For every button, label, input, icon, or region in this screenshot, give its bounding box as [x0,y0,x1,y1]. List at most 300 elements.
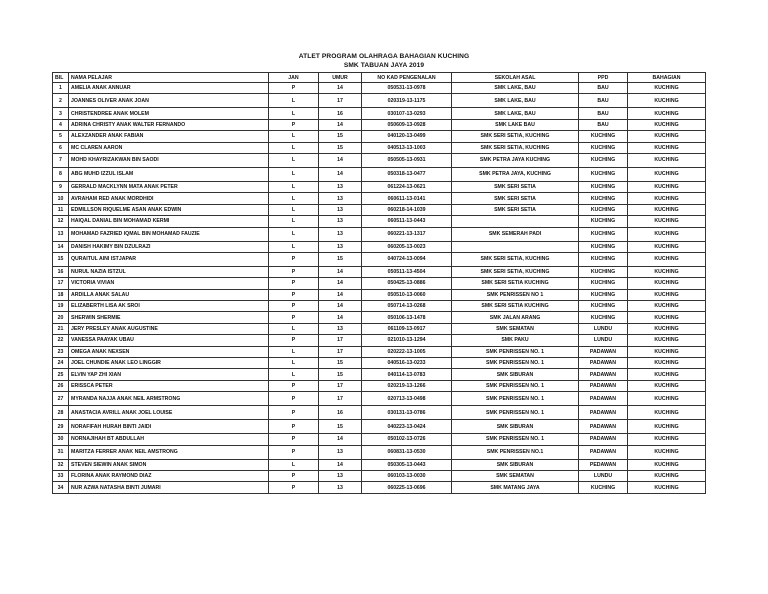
cell-jan: P [269,420,319,434]
cell-bil: 29 [53,420,69,434]
table-row [53,108,706,119]
cell-bil: 27 [53,392,69,406]
cell-ic: 061109-13-0917 [362,323,452,334]
cell-nama: CHRISTENDREE ANAK MOLEM [69,108,269,119]
table-row [53,193,706,204]
cell-ppd: LUNDU [579,323,628,334]
athlete-table [52,72,706,494]
table-body [53,83,706,494]
cell-ic: 040724-13-0094 [362,252,452,266]
cell-jan: P [269,445,319,459]
document-header [0,52,768,70]
table-row [53,312,706,323]
cell-nama: NORAFIFAH HURAH BINTI JAIDI [69,420,269,434]
cell-ppd: KUCHING [579,204,628,215]
cell-bahagian: KUCHING [628,289,706,300]
cell-bahagian: KUCHING [628,108,706,119]
cell-umur: 15 [319,252,362,266]
table-row [53,119,706,130]
cell-umur: 14 [319,312,362,323]
cell-bil: 3 [53,108,69,119]
cell-nama: ELVIN YAP ZHI XIAN [69,369,269,380]
cell-jan: L [269,131,319,142]
cell-sekolah: SMK SIBURAN [452,369,579,380]
cell-umur: 15 [319,142,362,153]
cell-bil: 12 [53,216,69,227]
cell-ic: 050505-13-0931 [362,153,452,167]
cell-bahagian: KUCHING [628,335,706,346]
table-row [53,167,706,181]
cell-ppd: BAU [579,108,628,119]
table-row [53,459,706,470]
cell-ppd: PADAWAN [579,406,628,420]
cell-sekolah: SMK PENRISSEN NO. 1 [452,434,579,445]
cell-bahagian: KUCHING [628,358,706,369]
cell-umur: 15 [319,420,362,434]
cell-nama: JERY PRESLEY ANAK AUGUSTINE [69,323,269,334]
table-row [53,406,706,420]
cell-ppd: KUCHING [579,301,628,312]
cell-ic: 050531-13-0978 [362,83,452,94]
cell-sekolah: SMK SERI SETIA [452,204,579,215]
cell-jan: L [269,216,319,227]
cell-umur: 17 [319,346,362,357]
cell-bil: 9 [53,181,69,192]
cell-ppd: KUCHING [579,181,628,192]
cell-ppd: BAU [579,94,628,108]
cell-umur: 16 [319,406,362,420]
cell-sekolah [452,241,579,252]
cell-bahagian: KUCHING [628,312,706,323]
cell-sekolah: SMK PAKU [452,335,579,346]
cell-sekolah: SMK PENRISSEN NO.1 [452,445,579,459]
cell-jan: P [269,434,319,445]
cell-jan: L [269,167,319,181]
cell-umur: 14 [319,459,362,470]
cell-umur: 13 [319,181,362,192]
cell-jan: L [269,153,319,167]
cell-ppd: KUCHING [579,266,628,277]
cell-bil: 34 [53,482,69,493]
cell-umur: 17 [319,94,362,108]
cell-umur: 14 [319,278,362,289]
table-row [53,216,706,227]
cell-bahagian: KUCHING [628,204,706,215]
table-row [53,289,706,300]
cell-bahagian: KUCHING [628,406,706,420]
column-header-umur: UMUR [319,73,362,83]
cell-nama: MOHAMAD FAZRIED IQMAL BIN MOHAMAD FAUZIE [69,227,269,241]
table-row [53,181,706,192]
cell-ic: 040120-13-0499 [362,131,452,142]
cell-bahagian: KUCHING [628,266,706,277]
cell-ic: 060218-14-1039 [362,204,452,215]
cell-jan: L [269,369,319,380]
cell-ic: 040223-13-0424 [362,420,452,434]
table-row [53,83,706,94]
cell-sekolah: SMK PENRISSEN NO. 1 [452,380,579,391]
cell-nama: HAIQAL DANIAL BIN MOHAMAD KERMI [69,216,269,227]
cell-ppd: LUNDU [579,335,628,346]
cell-ic: 060611-13-0141 [362,193,452,204]
cell-bil: 22 [53,335,69,346]
cell-bil: 5 [53,131,69,142]
document-title: ATLET PROGRAM OLAHRAGA BAHAGIAN KUCHING [298,53,470,60]
cell-nama: ADRINA CHRISTY ANAK WALTER FERNANDO [69,119,269,130]
cell-ppd: KUCHING [579,142,628,153]
cell-bahagian: KUCHING [628,445,706,459]
cell-umur: 13 [319,204,362,215]
cell-ic: 040114-13-0783 [362,369,452,380]
column-header-ppd: PPD [579,73,628,83]
table-row [53,204,706,215]
cell-umur: 17 [319,392,362,406]
cell-ppd: KUCHING [579,241,628,252]
cell-sekolah: SMK JALAN ARANG [452,312,579,323]
cell-sekolah: SMK SERI SETIA KUCHING [452,301,579,312]
cell-jan: P [269,392,319,406]
cell-bil: 33 [53,470,69,481]
cell-bil: 17 [53,278,69,289]
cell-ic: 020319-13-1175 [362,94,452,108]
cell-nama: MC CLAREN AARON [69,142,269,153]
cell-umur: 14 [319,119,362,130]
cell-nama: OMEGA ANAK NEXSEN [69,346,269,357]
cell-bahagian: KUCHING [628,392,706,406]
cell-umur: 13 [319,445,362,459]
column-header-jan: JAN [269,73,319,83]
cell-nama: GERRALD MACKLYNN MATA ANAK PETER [69,181,269,192]
cell-bil: 18 [53,289,69,300]
cell-jan: L [269,181,319,192]
cell-umur: 15 [319,369,362,380]
cell-ic: 060225-13-0696 [362,482,452,493]
cell-bahagian: KUCHING [628,216,706,227]
table-header-row [53,73,706,83]
cell-umur: 13 [319,323,362,334]
cell-bahagian: KUCHING [628,380,706,391]
cell-jan: P [269,266,319,277]
cell-ic: 020713-13-0498 [362,392,452,406]
cell-sekolah: SMK SERI SETIA [452,181,579,192]
cell-ppd: PADAWAN [579,358,628,369]
table-row [53,420,706,434]
cell-jan: L [269,142,319,153]
cell-bahagian: KUCHING [628,83,706,94]
cell-ppd: KUCHING [579,278,628,289]
cell-jan: L [269,227,319,241]
cell-bahagian: KUCHING [628,142,706,153]
cell-jan: L [269,204,319,215]
cell-ppd: KUCHING [579,289,628,300]
cell-bahagian: KUCHING [628,346,706,357]
cell-jan: L [269,108,319,119]
cell-umur: 16 [319,108,362,119]
cell-bahagian: KUCHING [628,301,706,312]
cell-ic: 050609-13-0928 [362,119,452,130]
cell-ic: 040516-13-0233 [362,358,452,369]
column-header-bil: BIL [53,73,69,83]
cell-nama: AVRAHAM RED ANAK MORDHIDI [69,193,269,204]
cell-nama: MYRANDA NAJJA ANAK NEIL ARMSTRONG [69,392,269,406]
cell-sekolah: SMK PENRISSEN NO. 1 [452,358,579,369]
cell-sekolah: SMK PETRA JAYA KUCHING [452,153,579,167]
table-row [53,346,706,357]
cell-jan: P [269,470,319,481]
column-header-bahagian: BAHAGIAN [628,73,706,83]
cell-bil: 26 [53,380,69,391]
cell-bil: 2 [53,94,69,108]
cell-ppd: BAU [579,83,628,94]
cell-umur: 14 [319,153,362,167]
cell-sekolah: SMK SIBURAN [452,420,579,434]
cell-umur: 14 [319,266,362,277]
cell-bil: 32 [53,459,69,470]
cell-bahagian: KUCHING [628,420,706,434]
cell-ppd: KUCHING [579,167,628,181]
cell-umur: 13 [319,482,362,493]
cell-bahagian: KUCHING [628,227,706,241]
table-row [53,252,706,266]
cell-bil: 24 [53,358,69,369]
cell-ppd: PADAWAN [579,380,628,391]
table-row [53,301,706,312]
table-row [53,482,706,493]
table-row [53,142,706,153]
cell-jan: L [269,94,319,108]
cell-ppd: PADAWAN [579,392,628,406]
cell-nama: AMELIA ANAK ANNUAR [69,83,269,94]
cell-jan: L [269,459,319,470]
table-row [53,131,706,142]
table-row [53,335,706,346]
cell-nama: MARITZA FERRER ANAK NEIL AMSTRONG [69,445,269,459]
column-header-sekolah: SEKOLAH ASAL [452,73,579,83]
cell-ic: 030131-13-0786 [362,406,452,420]
table-row [53,241,706,252]
cell-bahagian: KUCHING [628,369,706,380]
cell-ic: 060205-13-0023 [362,241,452,252]
cell-jan: P [269,335,319,346]
cell-sekolah: SMK PENRISSEN NO 1 [452,289,579,300]
cell-bil: 16 [53,266,69,277]
table-row [53,153,706,167]
cell-ic: 060511-13-0443 [362,216,452,227]
cell-jan: P [269,312,319,323]
cell-umur: 13 [319,227,362,241]
cell-nama: JOANNES OLIVER ANAK JOAN [69,94,269,108]
cell-sekolah: SMK SEMERAH PADI [452,227,579,241]
table-row [53,266,706,277]
cell-ic: 030107-13-0293 [362,108,452,119]
cell-sekolah: SMK PENRISSEN NO. 1 [452,392,579,406]
table-row [53,323,706,334]
cell-sekolah: SMK SERI SETIA KUCHING [452,278,579,289]
cell-ppd: KUCHING [579,312,628,323]
cell-bahagian: KUCHING [628,181,706,192]
cell-bil: 23 [53,346,69,357]
cell-bil: 6 [53,142,69,153]
cell-jan: L [269,241,319,252]
cell-nama: MOHD KHAYRIZAKWAN BIN SAODI [69,153,269,167]
cell-sekolah: SMK PENRISSEN NO. 1 [452,406,579,420]
cell-sekolah [452,216,579,227]
cell-ppd: KUCHING [579,153,628,167]
cell-bil: 25 [53,369,69,380]
table-row [53,278,706,289]
cell-nama: VICTORIA VIVIAN [69,278,269,289]
cell-ppd: KUCHING [579,252,628,266]
cell-jan: P [269,301,319,312]
cell-ic: 050714-13-0268 [362,301,452,312]
cell-umur: 14 [319,167,362,181]
cell-bahagian: KUCHING [628,241,706,252]
cell-umur: 13 [319,241,362,252]
cell-nama: ERISSCA PETER [69,380,269,391]
cell-bahagian: KUCHING [628,252,706,266]
cell-jan: P [269,119,319,130]
cell-jan: L [269,358,319,369]
cell-jan: P [269,83,319,94]
table-row [53,434,706,445]
cell-ic: 050102-13-0726 [362,434,452,445]
cell-bahagian: KUCHING [628,153,706,167]
cell-umur: 15 [319,131,362,142]
cell-bil: 4 [53,119,69,130]
table-row [53,470,706,481]
cell-nama: EDMILLSON RIQUELME ASAN ANAK EDWIN [69,204,269,215]
cell-ic: 060221-13-1317 [362,227,452,241]
cell-ppd: BAU [579,119,628,130]
cell-ppd: KUCHING [579,216,628,227]
cell-ppd: PADAWAN [579,369,628,380]
cell-ic: 050510-13-0060 [362,289,452,300]
cell-bahagian: KUCHING [628,167,706,181]
cell-nama: NURUL NAZIA ISTZUL [69,266,269,277]
cell-nama: NORNAJIHAH BT ABDULLAH [69,434,269,445]
cell-sekolah: SMK LAKE BAU [452,119,579,130]
cell-sekolah: SMK MATANG JAYA [452,482,579,493]
cell-sekolah: SMK PETRA JAYA, KUCHING [452,167,579,181]
cell-nama: JOEL CHUNDIE ANAK LEO LINGGIR [69,358,269,369]
cell-umur: 17 [319,335,362,346]
cell-bahagian: KUCHING [628,119,706,130]
table-row [53,445,706,459]
cell-ic: 050425-13-0886 [362,278,452,289]
cell-ic: 060831-13-0530 [362,445,452,459]
cell-sekolah: SMK PENRISSEN NO. 1 [452,346,579,357]
cell-nama: STEVEN SIEWIN ANAK SIMON [69,459,269,470]
cell-bahagian: KUCHING [628,94,706,108]
cell-bil: 31 [53,445,69,459]
cell-umur: 13 [319,193,362,204]
cell-sekolah: SMK SERI SETIA [452,193,579,204]
cell-bahagian: KUCHING [628,131,706,142]
table-row [53,369,706,380]
table-row [53,358,706,369]
cell-ic: 050318-13-0477 [362,167,452,181]
table-row [53,94,706,108]
cell-bahagian: KUCHING [628,470,706,481]
cell-sekolah: SMK SEMATAN [452,470,579,481]
cell-jan: L [269,193,319,204]
cell-bil: 30 [53,434,69,445]
cell-umur: 14 [319,83,362,94]
cell-sekolah: SMK SIBURAN [452,459,579,470]
cell-umur: 14 [319,301,362,312]
cell-nama: ARDILLA ANAK SALAU [69,289,269,300]
table-row [53,380,706,391]
cell-jan: P [269,252,319,266]
cell-nama: ABG MUHD IZZUL ISLAM [69,167,269,181]
cell-bil: 28 [53,406,69,420]
cell-nama: ALEXZANDER ANAK FABIAN [69,131,269,142]
cell-bahagian: KUCHING [628,193,706,204]
cell-nama: ANASTACIA AVRILL ANAK JOEL LOUISE [69,406,269,420]
cell-ic: 050305-13-0443 [362,459,452,470]
cell-nama: ELIZABERTH LISA AK SROI [69,301,269,312]
cell-jan: L [269,323,319,334]
column-header-ic: NO KAD PENGENALAN [362,73,452,83]
cell-bil: 14 [53,241,69,252]
cell-ic: 040513-13-1003 [362,142,452,153]
cell-ic: 020219-13-1266 [362,380,452,391]
cell-bahagian: KUCHING [628,278,706,289]
cell-umur: 15 [319,358,362,369]
cell-ppd: PADAWAN [579,445,628,459]
cell-bil: 7 [53,153,69,167]
cell-jan: P [269,289,319,300]
cell-ic: 060103-13-0030 [362,470,452,481]
cell-jan: P [269,278,319,289]
cell-ic: 050511-13-4504 [362,266,452,277]
cell-ppd: KUCHING [579,193,628,204]
cell-bil: 8 [53,167,69,181]
cell-sekolah: SMK LAKE, BAU [452,83,579,94]
cell-sekolah: SMK SEMATAN [452,323,579,334]
cell-jan: P [269,482,319,493]
cell-nama: VANESSA PAAYAK UBAU [69,335,269,346]
cell-sekolah: SMK SERI SETIA, KUCHING [452,266,579,277]
cell-umur: 14 [319,289,362,300]
cell-ppd: KUCHING [579,227,628,241]
cell-bil: 1 [53,83,69,94]
cell-ppd: KUCHING [579,482,628,493]
cell-jan: P [269,406,319,420]
cell-ppd: KUCHING [579,131,628,142]
cell-sekolah: SMK SERI SETIA, KUCHING [452,252,579,266]
cell-jan: P [269,380,319,391]
cell-umur: 14 [319,434,362,445]
cell-umur: 13 [319,470,362,481]
table-row [53,227,706,241]
cell-bil: 10 [53,193,69,204]
cell-bahagian: KUCHING [628,482,706,493]
cell-jan: L [269,346,319,357]
cell-ic: 020222-13-1005 [362,346,452,357]
cell-bil: 13 [53,227,69,241]
cell-bahagian: KUCHING [628,323,706,334]
cell-sekolah: SMK SERI SETIA, KUCHING [452,131,579,142]
cell-sekolah: SMK LAKE, BAU [452,94,579,108]
cell-ppd: PADAWAN [579,420,628,434]
cell-bil: 20 [53,312,69,323]
cell-bil: 19 [53,301,69,312]
cell-ppd: PADAWAN [579,434,628,445]
cell-bahagian: KUCHING [628,459,706,470]
document-subtitle: SMK TABUAN JAYA 2019 [343,62,425,69]
cell-ppd: LUNDU [579,470,628,481]
